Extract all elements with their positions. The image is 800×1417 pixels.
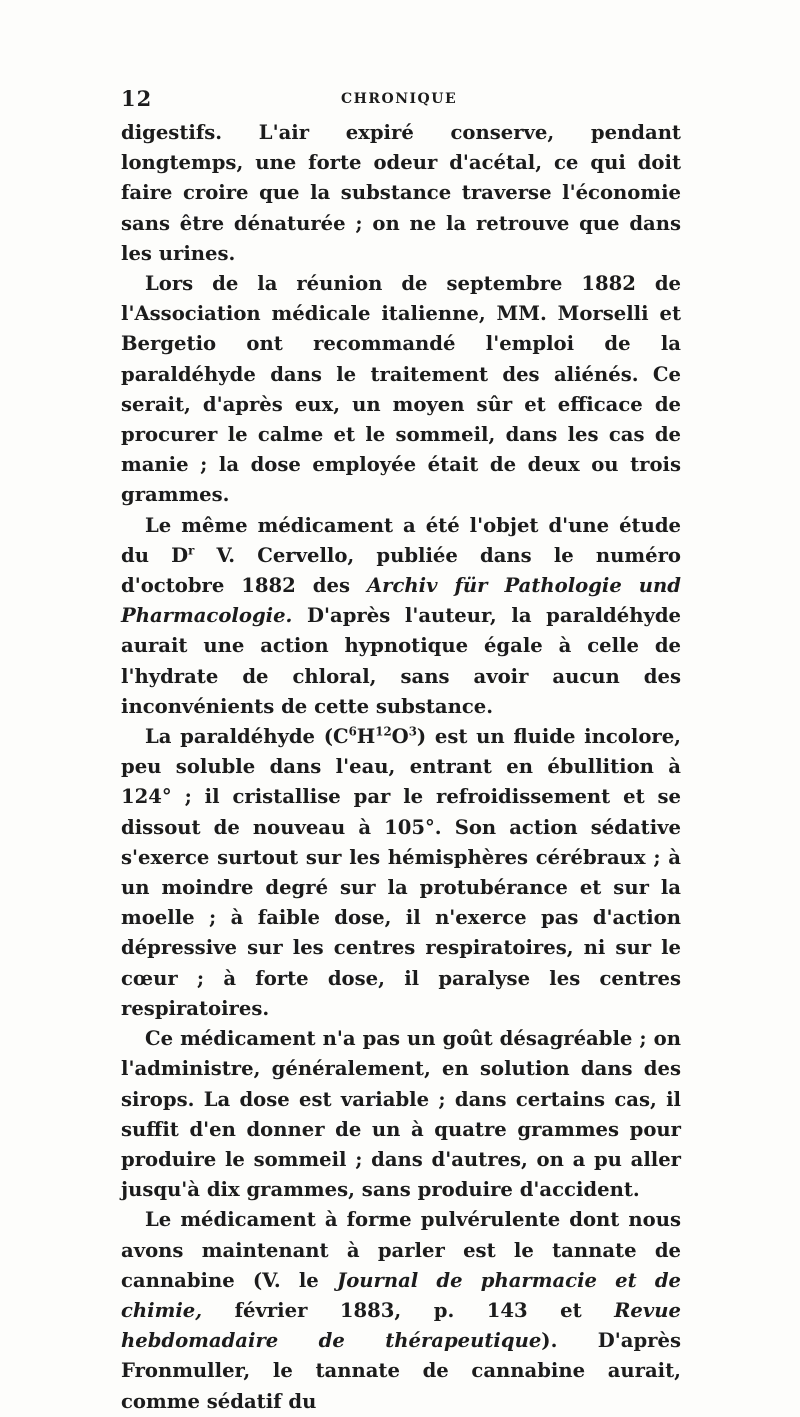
paragraph: [121, 722, 681, 1024]
italic-title: Archiv für Pathologie und Pharmacologie.: [121, 574, 681, 628]
page-number: 12: [121, 86, 153, 111]
superscript: 12: [375, 724, 392, 739]
text-run: Lors de la réunion de septembre 1882 de l'Association médicale italienne, MM. Morselli et Bergetio ont recommandé l'emploi de la paraldéhyde dans le traitement des aliénés. Ce serait, d'après eux, un moyen sûr et efficace de procurer le calme et le sommeil, dans les cas de manie ; la dose employée était de deux ou trois grammes.: [121, 272, 681, 507]
body-text: [121, 118, 681, 1417]
text-run: digestifs. L'air expiré conserve, pendant longtemps, une forte odeur d'acétal, ce qui doit faire croire que la substance traverse l'économie sans être dénaturée ; on ne la retrouve que dans les urines.: [121, 121, 681, 265]
text-run: O: [391, 725, 409, 749]
paragraph: [121, 1205, 681, 1416]
italic-title: Journal de pharmacie et de chimie,: [121, 1268, 681, 1322]
text-run: Le même médicament a été l'objet d'une étude du D: [121, 513, 681, 567]
text-run: H: [356, 725, 376, 749]
text-run: Le médicament à forme pulvérulente dont nous avons maintenant à parler est le tannate de cannabine (V. le: [121, 1208, 681, 1292]
text-run: V. Cervello, publiée dans le numéro d'octobre 1882 des: [121, 543, 682, 598]
text-run: D'après l'auteur, la paraldéhyde aurait une action hypnotique égale à celle de l'hydrate de chloral, sans avoir aucun des inconvénients de cette substance.: [121, 604, 681, 718]
text-run: février 1883, p. 143 et: [202, 1298, 615, 1322]
italic-title: Revue hebdomadaire de thérapeutique: [121, 1298, 681, 1353]
paragraph: [121, 269, 681, 511]
text-run: ). D'après Fronmuller, le tannate de cannabine aurait, comme sédatif du: [121, 1329, 681, 1413]
text-run: Ce médicament n'a pas un goût désagréable ; on l'administre, généralement, en solution dans des sirops. La dose est variable ; dans certains cas, il suffit d'en donner de un à quatre grammes pour produire le sommeil ; dans d'autres, on a pu aller jusqu'à dix grammes, sans produire d'accident.: [121, 1027, 681, 1202]
paragraph: [121, 1024, 681, 1205]
text-run: ) est un fluide incolore, peu soluble dans l'eau, entrant en ébullition à 124° ; il cristallise par le refroidissement et se dissout de nouveau à 105°. Son action sédative s'exerce surtout sur les hémisphères cérébraux ; à un moindre degré sur la protubérance et sur la moelle ; à faible dose, il n'exerce pas d'action dépressive sur les centres respiratoires, ni sur le cœur ; à forte dose, il paralyse les centres respiratoires.: [121, 725, 681, 1020]
running-title: CHRONIQUE: [341, 91, 458, 107]
superscript: 6: [348, 724, 357, 739]
paragraph: [121, 118, 681, 269]
text-run: La paraldéhyde (C: [145, 725, 349, 749]
page-header: [121, 86, 681, 114]
paragraph: [121, 511, 681, 722]
superscript: r: [188, 543, 195, 558]
superscript: 3: [408, 724, 417, 739]
